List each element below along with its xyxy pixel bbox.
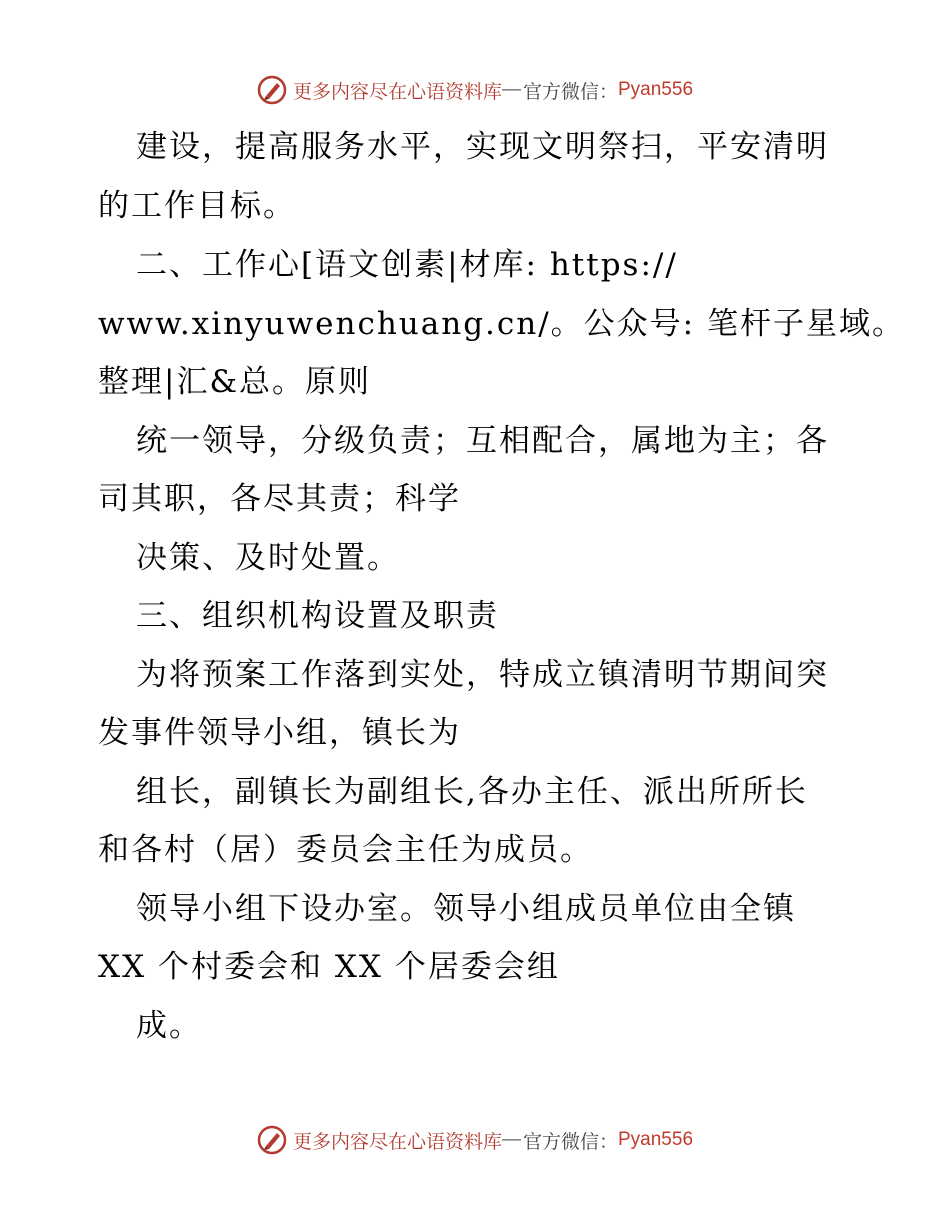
body-line: 和各村（居）委员会主任为成员。: [98, 832, 593, 868]
body-line: 成。: [136, 1008, 202, 1044]
body-line: 二、工作心[语文创素|材库: https://: [136, 247, 678, 283]
body-line: 建设，提高服务水平，实现文明祭扫，平安清明: [136, 129, 829, 165]
body-line: 统一领导，分级负责；互相配合，属地为主；各: [136, 423, 829, 459]
watermark-official-label: 官方微信：: [522, 80, 618, 103]
body-line: 决策、及时处置。: [136, 540, 400, 576]
header-watermark: [0, 70, 950, 110]
body-line: 的工作目标。: [98, 188, 296, 224]
pen-logo-icon: [257, 75, 287, 105]
watermark-main-text: 更多内容尽在心语资料库: [292, 80, 502, 103]
body-line: 司其职，各尽其责；科学: [98, 481, 461, 517]
watermark-wechat-id: Pyan556: [618, 79, 694, 100]
body-line: www.xinyuwenchuang.cn/。公众号: 笔杆子星域。: [98, 306, 905, 342]
body-line: XX 个村委会和 XX 个居委会组: [98, 949, 560, 985]
body-line: 发事件领导小组，镇长为: [98, 715, 461, 751]
watermark-wechat-id: Pyan556: [618, 1129, 694, 1150]
body-line: 组长，副镇长为副组长,各办主任、派出所所长: [136, 774, 808, 810]
watermark-main-text: 更多内容尽在心语资料库: [292, 1130, 502, 1153]
body-line: 为将预案工作落到实处，特成立镇清明节期间突: [136, 657, 829, 693]
footer-watermark: [0, 1120, 950, 1160]
watermark-dash: —: [501, 1129, 521, 1150]
pen-logo-icon: [257, 1125, 287, 1155]
watermark-dash: —: [501, 79, 521, 100]
section-heading: 三、组织机构设置及职责: [136, 598, 499, 634]
body-line: 领导小组下设办室。领导小组成员单位由全镇: [136, 891, 796, 927]
watermark-official-label: 官方微信：: [522, 1130, 618, 1153]
body-line: 整理|汇&总。原则: [98, 364, 372, 400]
